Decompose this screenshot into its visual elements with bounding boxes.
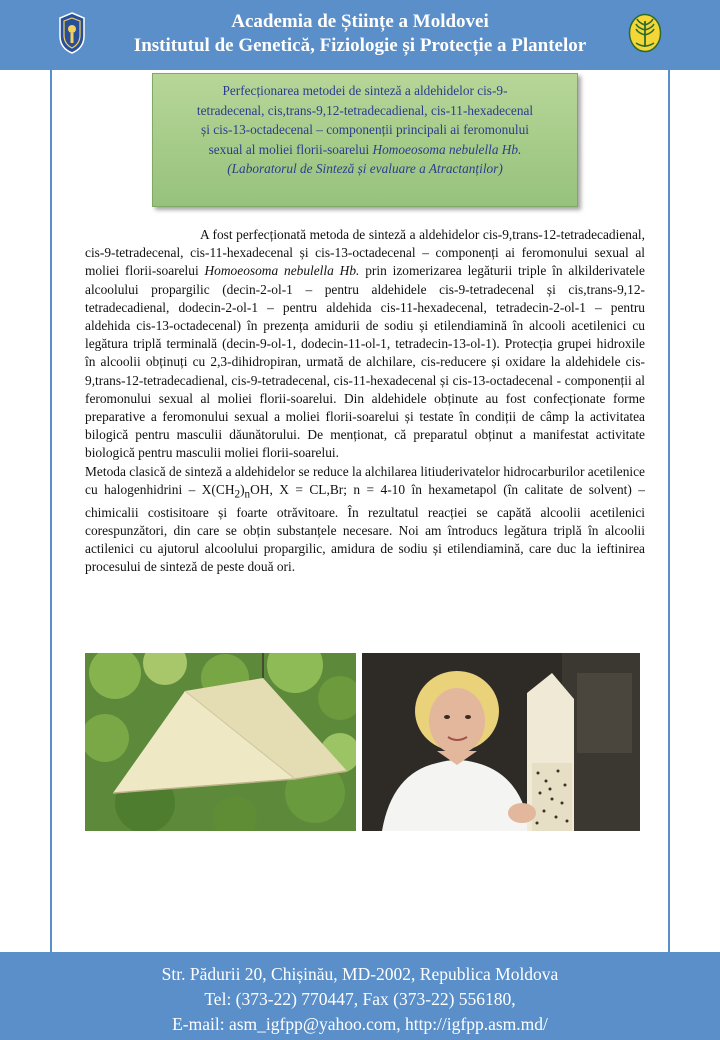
- title-box: [152, 73, 578, 207]
- footer-contact: E-mail: asm_igfpp@yahoo.com, http://igfpp.asm.md/: [172, 1014, 548, 1034]
- body-text: [85, 226, 645, 577]
- formula-subscript-n: n: [244, 488, 251, 501]
- species-name: Homoeosoma nebulella Hb.: [204, 263, 360, 279]
- title-line-4-text: sexual al moliei florii-soarelui: [208, 141, 373, 157]
- title-species-name: Homoeosoma nebulella Hb.: [372, 141, 522, 157]
- institute-wheat-emblem-icon: [628, 13, 662, 53]
- paragraph-2-part-b: OH, X = CL,Br; n = 4-10 în hexametapol (în calitate de solvent) – chimicalii costisitoare și foarte otrăvitoare. În rezultatul reacției se capătă alcoolii acetilenici corespunzători, din care se obțin substanțele necesare. Noi am întroducs legătura triplă în alcoolii actilenici cu ajutorul alcoolului propargilic, amidura de sodiu și etilendiamină, care duc la ieftinirea procesului de sinteză de peste două ori.: [85, 481, 646, 575]
- paragraph-2-part-a: Metoda clasică de sinteză a aldehidelor se reduce la alchilarea litiuderivatelor hidrocarburilor acetilenice cu halogenhidrini – X(CH: [85, 463, 645, 497]
- title-line-3: și cis-13-octadecenal – componenții principali ai feromonului: [201, 122, 529, 137]
- title-line-2: tetradecenal, cis,trans-9,12-tetradecadienal, cis-11-hexadecenal: [196, 102, 534, 118]
- researcher-with-trap-photo: [362, 653, 640, 831]
- title-line-1: Perfecționarea metodei de sinteză a aldehidelor cis-9-: [222, 83, 508, 98]
- title-line-4: [161, 140, 569, 160]
- paragraph-1-part-a: A fost perfecționată metoda de sinteză a aldehidelor cis-9,trans-12-tetradecadienal, cis-9-tetradecenal, cis-11-hexadecenal și cis-13-octadecenal – componenți ai feromonului sexual al moliei florii-soarelui: [85, 227, 645, 279]
- right-border-line: [668, 70, 670, 952]
- pheromone-trap-photo: [85, 653, 356, 831]
- left-border-line: [50, 70, 52, 952]
- paragraph-1: [85, 226, 645, 463]
- paragraph-1-part-b: prin izomerizarea legăturii triple în alkilderivatele alcoolului propargilic (decin-2-ol-1 – pentru aldehidele cis-9-tetradecenal și cis,trans-9,12-tetradecadienal, dodecin-2-ol-1 – pentru aldehida cis-11-hexadecenal, tetradecin-2-ol-1 – pentru aldehida cis-13-octadecenal) în prezența amidurii de sodiu și etilendiamină în alcooli acetilenici cu legătura triplă terminală (decin-9-ol-1, dodecin-11-ol-1, tetradecin-13-ol-1). Protecția grupei hidroxile în alcoolii obținuți cu 2,3-dihidropiran, urmată de alchilare, cis-reducere și oxidare la aldehidele cis-9,trans-12-tetradecadienal, cis-9-tetradecenal, cis-11-hexadecenal și cis-13-octadecenal - componenții al feromonului sexual al moliei florii-soarelui. Din aldehidele obținute au fost confecționate forme preparative a feromonului sexual a moliei florii-soarelui și testate în condiții de câmp la activitatea bilogică pentru masculii dăunătorului. De menționat, că preparatul obținut a manifestat activitate biologică pentru masculii moliei florii-soarelui.: [85, 263, 645, 461]
- paragraph-2: [85, 463, 645, 577]
- footer-band: [0, 952, 720, 1040]
- institute-name: Institutul de Genetică, Fiziologie și Protecție a Plantelor: [133, 35, 587, 56]
- formula-subscript-2: 2: [234, 488, 241, 501]
- laboratory-name: (Laboratorul de Sinteză și evaluare a Atractanților): [227, 161, 503, 176]
- header-band: [0, 0, 720, 70]
- footer-address: Str. Pădurii 20, Chișinău, MD-2002, Republica Moldova: [161, 964, 559, 984]
- formula-paren: ): [240, 481, 245, 497]
- academy-name: Academia de Științe a Moldovei: [231, 11, 489, 32]
- footer-phone: Tel: (373-22) 770447, Fax (373-22) 556180,: [204, 989, 516, 1009]
